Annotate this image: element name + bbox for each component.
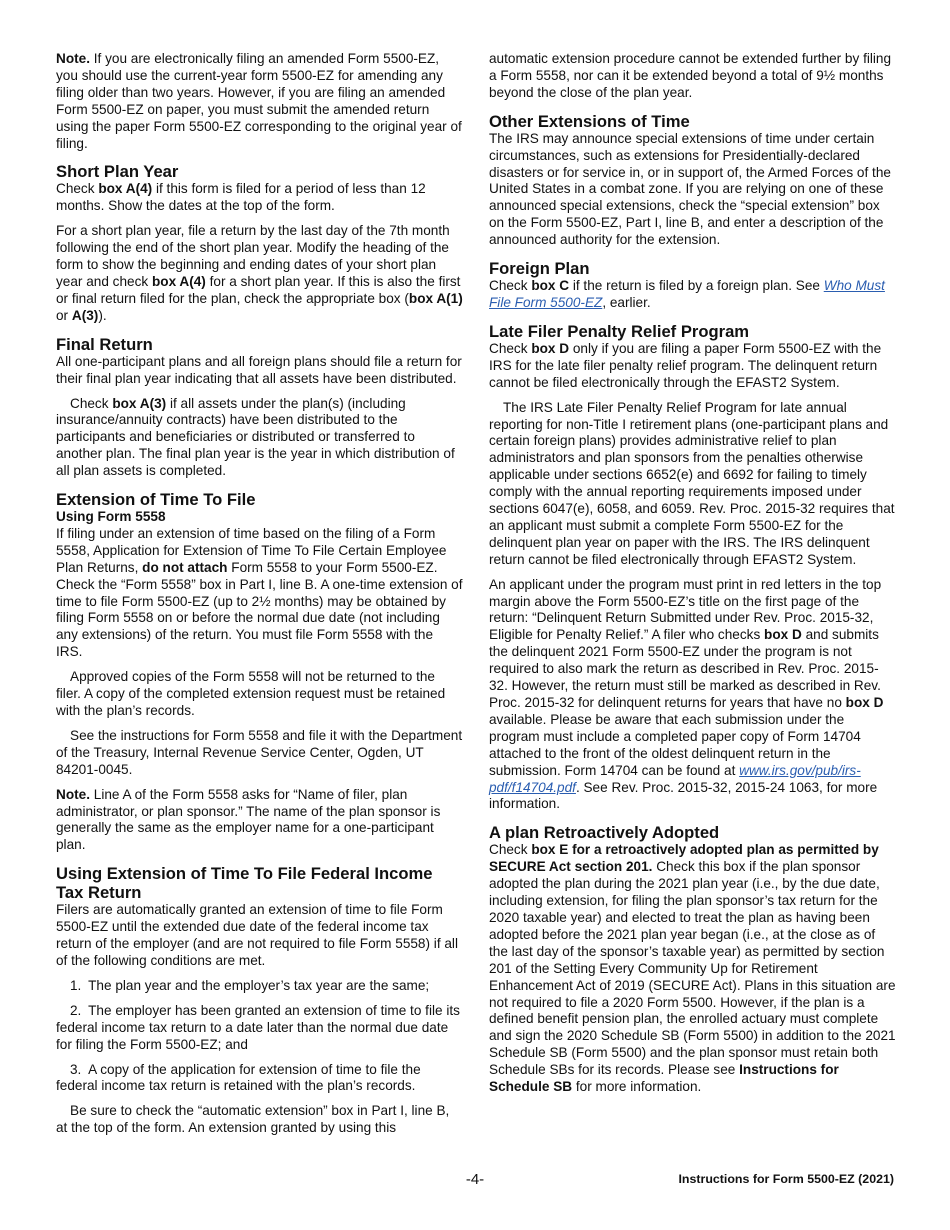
paragraph: An applicant under the program must print in red letters in the top margin above the Form 5500-EZ’s title on the first page of the return: “Delinquent Return Submitted under Rev. Proc. 2015-32, Eligible for Penalty Relief.” A filer who checks box D and submits the delinquent 2021 Form 5500-EZ under the program is not required to also mark the return as described in Rev. Proc. 2015-32. However, the return must still be marked as described in Rev. Proc. 2015-32 for delinquent returns for years that have no box D available. Please be aware that each submission under the program must include a completed paper copy of Form 14704 attached to the front of the oldest delinquent return in the submission. Form 14704 can be found at www.irs.gov/pub/irs-pdf/f14704.pdf. See Rev. Proc. 2015-32, 2015-24 1063, for more information. [489, 576, 884, 812]
paragraph: Be sure to check the “automatic extension” box in Part I, line B, at the top of the form. An extension granted by using this [56, 1103, 450, 1136]
section-other-extensions [489, 112, 896, 249]
paragraph: For a short plan year, file a return by the last day of the 7th month following the end of the short plan year. Modify the heading of the form to show the beginning and ending dates of your short plan year and check box A(4) for a short plan year. If this is also the first or final return filed for the plan, check the appropriate box (box A(1) or A(3)). [56, 223, 463, 323]
paragraph: The IRS Late Filer Penalty Relief Program for late annual reporting for non-Title I retirement plans (one-participant plans and certain foreign plans) provides administrative relief to plan administrators and plan sponsors from the penalties otherwise applicable under sections 6652(e) and 6692 for failing to timely comply with the annual reporting requirements imposed under sections 6047(e), 6058, and 6059. Rev. Proc. 2015-32 requires that an applicant must submit a complete Form 5500-EZ for the delinquent plan year on paper with the IRS. The IRS delinquent return cannot be filed electronically through EFAST2 System. [489, 399, 895, 567]
list-item: 1. The plan year and the employer’s tax year are the same; [70, 977, 430, 993]
page-number: -4- [465, 1171, 485, 1188]
list-item: 2. The employer has been granted an extension of time to file its federal income tax return to a date later than the normal due date for filing the Form 5500-EZ; and [56, 1002, 460, 1052]
paragraph: All one-participant plans and all foreign plans should file a return for their final plan year indicating that all assets have been distributed. [56, 353, 462, 386]
section-extension-of-time [56, 490, 463, 854]
who-must-file-link[interactable]: Who Must File Form 5500-EZ [489, 278, 885, 310]
section-final-return [56, 335, 463, 480]
paragraph: Check box D only if you are filing a paper Form 5500-EZ with the IRS for the late filer penalty relief program. The delinquent return cannot be filed electronically through the EFAST2 System. [489, 340, 882, 390]
heading-federal-extension: Using Extension of Time To File Federal Income Tax Return [56, 864, 433, 903]
heading-retroactive-plan: A plan Retroactively Adopted [489, 823, 720, 843]
heading-foreign-plan: Foreign Plan [489, 259, 590, 279]
section-late-filer [489, 322, 896, 813]
footer-title: Instructions for Form 5500-EZ (2021) [678, 1172, 894, 1186]
paragraph: Check box E for a retroactively adopted plan as permitted by SECURE Act section 201. Check this box if the plan sponsor adopted the plan during the 2021 plan year (i.e., by the due date, including extension, for filing the plan sponsor’s tax return for the 2020 taxable year) and elected to treat the plan as having been adopted before the 2021 plan year began (i.e., at the close as of the last day of the sponsor’s taxable year) as permitted by section 201 of the Setting Every Community Up for Retirement Enhancement Act of 2019 (SECURE Act). Plans in this situation are not required to file a 2020 Form 5500. However, if the plan is a defined benefit pension plan, the enrolled actuary must complete and sign the 2020 Schedule SB (Form 5500) in addition to the 2021 Schedule SB (Form 5500) and the plan sponsor must retain both Schedule SBs for its records. Please see Instructions for Schedule SB for more information. [489, 842, 896, 1095]
heading-short-plan-year: Short Plan Year [56, 162, 179, 182]
paragraph: Check box C if the return is filed by a foreign plan. See Who Must File Form 5500-EZ, earlier. [489, 278, 885, 310]
note-amended-filing: Note. If you are electronically filing an amended Form 5500-EZ, you should use the current-year form 5500-EZ for amending any filing older than two years. However, if you are filing an amended Form 5500-EZ on paper, you must submit the amended return using the paper Form 5500-EZ corresponding to the original year of filing. [56, 51, 462, 151]
right-column [489, 51, 896, 1104]
form-14704-link[interactable]: www.irs.gov/pub/irs-pdf/f14704.pdf [489, 762, 861, 795]
paragraph: Check box A(3) if all assets under the plan(s) (including insurance/annuity contracts) have been distributed to the participants and beneficiaries or distributed or transferred to another plan. The final plan year is the year in which distribution of all plan assets is completed. [56, 395, 455, 479]
heading-final-return: Final Return [56, 334, 153, 354]
note-form-5558: Note. Line A of the Form 5558 asks for “Name of filer, plan administrator, or plan sponsor.” The name of the plan sponsor is generally the same as the employer name for a one-participant plan. [56, 786, 441, 853]
section-federal-extension [56, 864, 463, 1137]
heading-late-filer: Late Filer Penalty Relief Program [489, 321, 750, 341]
paragraph: Check box A(4) if this form is filed for a period of less than 12 months. Show the dates at the top of the form. [56, 181, 426, 214]
list-item: 3. A copy of the application for extension of time to file the federal income tax return is retained with the plan’s records. [56, 1061, 421, 1094]
paragraph-continuation: automatic extension procedure cannot be extended further by filing a Form 5558, nor can it be extended beyond a total of 9½ months beyond the close of the plan year. [489, 51, 892, 100]
paragraph: Filers are automatically granted an extension of time to file Form 5500-EZ until the extended due date of the federal income tax return of the employer (and are not required to file Form 5558) if all of the following conditions are met. [56, 902, 458, 968]
paragraph: The IRS may announce special extensions of time under certain circumstances, such as extensions for Presidentially-declared disasters or for service in, or in support of, the Armed Forces of the United States in a combat zone. If you are relying on one of these announced special extensions, check the “special extension” box on the Form 5500-EZ, Part I, line B, and enter a description of the announced authority for the extension. [489, 130, 891, 248]
section-foreign-plan [489, 259, 896, 312]
paragraph: See the instructions for Form 5558 and file it with the Department of the Treasury, Internal Revenue Service Center, Ogden, UT 84201-0045. [56, 727, 463, 777]
paragraph: If filing under an extension of time based on the filing of a Form 5558, Application for Extension of Time To File Certain Employee Plan Returns, do not attach Form 5558 to your Form 5500-EZ. Check the “Form 5558” box in Part I, line B. A one-time extension of time to file Form 5500-EZ (up to 2½ months) may be obtained by filing Form 5558 on or before the normal due date (not including any extensions) of the return. You must file Form 5558 with the IRS. [56, 525, 463, 660]
section-retroactive-plan [489, 823, 896, 1096]
heading-other-extensions: Other Extensions of Time [489, 111, 690, 131]
heading-extension-of-time: Extension of Time To File [56, 490, 256, 510]
paragraph: Approved copies of the Form 5558 will not be returned to the filer. A copy of the completed extension request must be retained with the plan’s records. [56, 669, 446, 718]
section-short-plan-year [56, 162, 463, 324]
subheading-using-form-5558: Using Form 5558 [56, 509, 166, 525]
left-column [56, 51, 463, 1145]
